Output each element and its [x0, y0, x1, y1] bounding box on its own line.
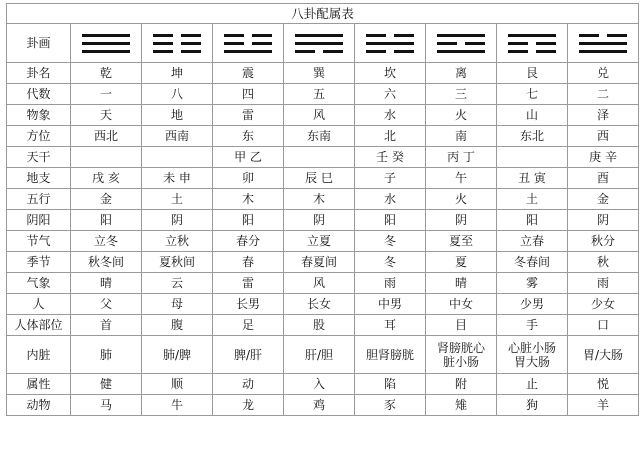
table-cell: 肺/脾: [142, 336, 213, 374]
table-cell: 雾: [497, 273, 568, 294]
table-cell: 夏: [426, 252, 497, 273]
trigram-symbol-icon: [142, 34, 212, 53]
table-cell: 入: [284, 374, 355, 395]
table-cell: 西: [568, 126, 639, 147]
table-cell: 立秋: [142, 231, 213, 252]
table-cell: 坤: [142, 63, 213, 84]
table-cell: 东北: [497, 126, 568, 147]
table-cell: 口: [568, 315, 639, 336]
table-cell: 木: [213, 189, 284, 210]
table-cell: 陷: [355, 374, 426, 395]
table-cell: 父: [71, 294, 142, 315]
bagua-table-container: [6, 3, 638, 416]
yin-line: [508, 42, 556, 45]
row-label: 气象: [7, 273, 71, 294]
table-cell: 兑: [568, 63, 639, 84]
table-cell: 夏至: [426, 231, 497, 252]
table-cell: 二: [568, 84, 639, 105]
table-cell: 甲 乙: [213, 147, 284, 168]
trigram-symbol-icon: [497, 34, 567, 53]
table-cell: 巽: [284, 63, 355, 84]
table-cell: 立夏: [284, 231, 355, 252]
table-cell: 天: [71, 105, 142, 126]
yang-line: [82, 34, 130, 37]
yang-line: [579, 50, 627, 53]
trigram-symbol-icon: [213, 34, 283, 53]
table-cell: 木: [284, 189, 355, 210]
table-cell: 午: [426, 168, 497, 189]
trigram-cell: [497, 24, 568, 63]
table-cell: 雷: [213, 273, 284, 294]
table-cell: 震: [213, 63, 284, 84]
table-cell: 手: [497, 315, 568, 336]
table-cell: 八: [142, 84, 213, 105]
table-cell: [284, 147, 355, 168]
table-cell: 雷: [213, 105, 284, 126]
yin-line: [508, 50, 556, 53]
table-cell: 丙 丁: [426, 147, 497, 168]
table-cell: [71, 147, 142, 168]
row-label: 地支: [7, 168, 71, 189]
table-cell: 戌 亥: [71, 168, 142, 189]
trigram-cell: [355, 24, 426, 63]
table-cell: 山: [497, 105, 568, 126]
table-cell: 冬春间: [497, 252, 568, 273]
table-cell: 阴: [568, 210, 639, 231]
table-cell: 西北: [71, 126, 142, 147]
table-cell: 少女: [568, 294, 639, 315]
yang-line: [579, 42, 627, 45]
table-cell: 春夏间: [284, 252, 355, 273]
table-cell: 止: [497, 374, 568, 395]
table-cell: 马: [71, 395, 142, 416]
table-cell: 西南: [142, 126, 213, 147]
row-label: 代数: [7, 84, 71, 105]
table-cell: 雨: [355, 273, 426, 294]
table-cell: 心脏小肠 胃大肠: [497, 336, 568, 374]
table-cell: 母: [142, 294, 213, 315]
yin-line: [366, 34, 414, 37]
yin-line: [153, 34, 201, 37]
table-row: [7, 210, 639, 231]
table-cell: 壬 癸: [355, 147, 426, 168]
table-cell: 泽: [568, 105, 639, 126]
row-label: 天干: [7, 147, 71, 168]
table-row: [7, 231, 639, 252]
table-cell: 丑 寅: [497, 168, 568, 189]
table-cell: 耳: [355, 315, 426, 336]
trigram-cell: [284, 24, 355, 63]
table-cell: 晴: [71, 273, 142, 294]
table-cell: 夏秋间: [142, 252, 213, 273]
table-cell: 北: [355, 126, 426, 147]
table-cell: 地: [142, 105, 213, 126]
row-label: 内脏: [7, 336, 71, 374]
table-cell: 春分: [213, 231, 284, 252]
table-cell: 卯: [213, 168, 284, 189]
table-cell: 首: [71, 315, 142, 336]
row-label: 卦名: [7, 63, 71, 84]
table-cell: 龙: [213, 395, 284, 416]
table-cell: 肝/胆: [284, 336, 355, 374]
table-cell: 子: [355, 168, 426, 189]
table-cell: 雉: [426, 395, 497, 416]
row-label-trigram: 卦画: [7, 24, 71, 63]
yin-line: [224, 42, 272, 45]
row-label: 人体部位: [7, 315, 71, 336]
table-cell: 四: [213, 84, 284, 105]
table-row: [7, 105, 639, 126]
table-cell: 风: [284, 105, 355, 126]
table-cell: 七: [497, 84, 568, 105]
table-cell: 秋冬间: [71, 252, 142, 273]
table-cell: 三: [426, 84, 497, 105]
table-cell: 未 申: [142, 168, 213, 189]
trigram-symbol-icon: [355, 34, 425, 53]
table-cell: 坎: [355, 63, 426, 84]
table-row: [7, 294, 639, 315]
table-cell: 悦: [568, 374, 639, 395]
table-cell: 艮: [497, 63, 568, 84]
table-cell: 水: [355, 189, 426, 210]
table-cell: 春: [213, 252, 284, 273]
table-cell: 阴: [284, 210, 355, 231]
table-row: [7, 189, 639, 210]
row-label: 属性: [7, 374, 71, 395]
table-cell: 肾膀胱心 脏小肠: [426, 336, 497, 374]
table-cell: 脾/肝: [213, 336, 284, 374]
row-label: 方位: [7, 126, 71, 147]
trigram-symbol-icon: [71, 34, 141, 53]
table-row: [7, 63, 639, 84]
yang-line: [295, 42, 343, 45]
trigram-symbol-icon: [426, 34, 496, 53]
table-row: [7, 147, 639, 168]
table-cell: 金: [71, 189, 142, 210]
table-cell: 五: [284, 84, 355, 105]
table-cell: 阳: [355, 210, 426, 231]
table-row: [7, 395, 639, 416]
table-cell: 冬: [355, 231, 426, 252]
table-cell: 火: [426, 189, 497, 210]
table-cell: 胆肾膀胱: [355, 336, 426, 374]
table-row: [7, 168, 639, 189]
trigram-cell: [142, 24, 213, 63]
table-row: [7, 252, 639, 273]
table-cell: 南: [426, 126, 497, 147]
yang-line: [82, 42, 130, 45]
row-label: 物象: [7, 105, 71, 126]
table-cell: 晴: [426, 273, 497, 294]
table-cell: 火: [426, 105, 497, 126]
table-cell: 阳: [71, 210, 142, 231]
table-cell: 土: [497, 189, 568, 210]
table-title: 八卦配属表: [7, 4, 639, 24]
table-row: [7, 273, 639, 294]
trigram-cell: [213, 24, 284, 63]
table-cell: 中男: [355, 294, 426, 315]
yang-line: [437, 50, 485, 53]
table-cell: 秋分: [568, 231, 639, 252]
table-cell: 阴: [142, 210, 213, 231]
bagua-table: [6, 3, 639, 416]
table-cell: 一: [71, 84, 142, 105]
yang-line: [82, 50, 130, 53]
table-cell: 阴: [426, 210, 497, 231]
trigram-symbol-icon: [284, 34, 354, 53]
table-cell: 立冬: [71, 231, 142, 252]
table-cell: 目: [426, 315, 497, 336]
yang-line: [224, 50, 272, 53]
table-cell: 风: [284, 273, 355, 294]
table-cell: 股: [284, 315, 355, 336]
yin-line: [579, 34, 627, 37]
table-cell: 金: [568, 189, 639, 210]
yin-line: [153, 50, 201, 53]
table-cell: 健: [71, 374, 142, 395]
table-cell: [497, 147, 568, 168]
table-cell: 离: [426, 63, 497, 84]
table-cell: 牛: [142, 395, 213, 416]
table-row: [7, 126, 639, 147]
yin-line: [153, 42, 201, 45]
table-cell: 胃/大肠: [568, 336, 639, 374]
yin-line: [366, 50, 414, 53]
table-cell: 腹: [142, 315, 213, 336]
table-cell: 东: [213, 126, 284, 147]
table-cell: 羊: [568, 395, 639, 416]
table-cell: 动: [213, 374, 284, 395]
yin-line: [295, 50, 343, 53]
table-cell: 云: [142, 273, 213, 294]
table-cell: 阳: [497, 210, 568, 231]
table-cell: 雨: [568, 273, 639, 294]
table-cell: 土: [142, 189, 213, 210]
yin-line: [224, 34, 272, 37]
trigram-cell: [426, 24, 497, 63]
table-cell: 酉: [568, 168, 639, 189]
table-row: [7, 84, 639, 105]
table-cell: 东南: [284, 126, 355, 147]
table-cell: 水: [355, 105, 426, 126]
table-cell: 庚 辛: [568, 147, 639, 168]
table-cell: 长男: [213, 294, 284, 315]
table-cell: 秋: [568, 252, 639, 273]
row-label: 阴阳: [7, 210, 71, 231]
row-label: 季节: [7, 252, 71, 273]
table-cell: 豕: [355, 395, 426, 416]
table-cell: 冬: [355, 252, 426, 273]
yang-line: [508, 34, 556, 37]
table-cell: [142, 147, 213, 168]
table-cell: 乾: [71, 63, 142, 84]
table-cell: 鸡: [284, 395, 355, 416]
yang-line: [437, 34, 485, 37]
trigram-cell: [568, 24, 639, 63]
table-cell: 辰 巳: [284, 168, 355, 189]
table-row: [7, 336, 639, 374]
row-label: 人: [7, 294, 71, 315]
table-row: [7, 315, 639, 336]
table-cell: 足: [213, 315, 284, 336]
table-cell: 肺: [71, 336, 142, 374]
yin-line: [437, 42, 485, 45]
table-cell: 阳: [213, 210, 284, 231]
yang-line: [366, 42, 414, 45]
table-cell: 长女: [284, 294, 355, 315]
table-cell: 狗: [497, 395, 568, 416]
table-cell: 少男: [497, 294, 568, 315]
row-label: 五行: [7, 189, 71, 210]
trigram-symbol-icon: [568, 34, 638, 53]
table-cell: 顺: [142, 374, 213, 395]
row-label: 节气: [7, 231, 71, 252]
table-cell: 附: [426, 374, 497, 395]
table-cell: 中女: [426, 294, 497, 315]
row-label: 动物: [7, 395, 71, 416]
yang-line: [295, 34, 343, 37]
table-cell: 立春: [497, 231, 568, 252]
table-cell: 六: [355, 84, 426, 105]
table-row: [7, 374, 639, 395]
trigram-cell: [71, 24, 142, 63]
